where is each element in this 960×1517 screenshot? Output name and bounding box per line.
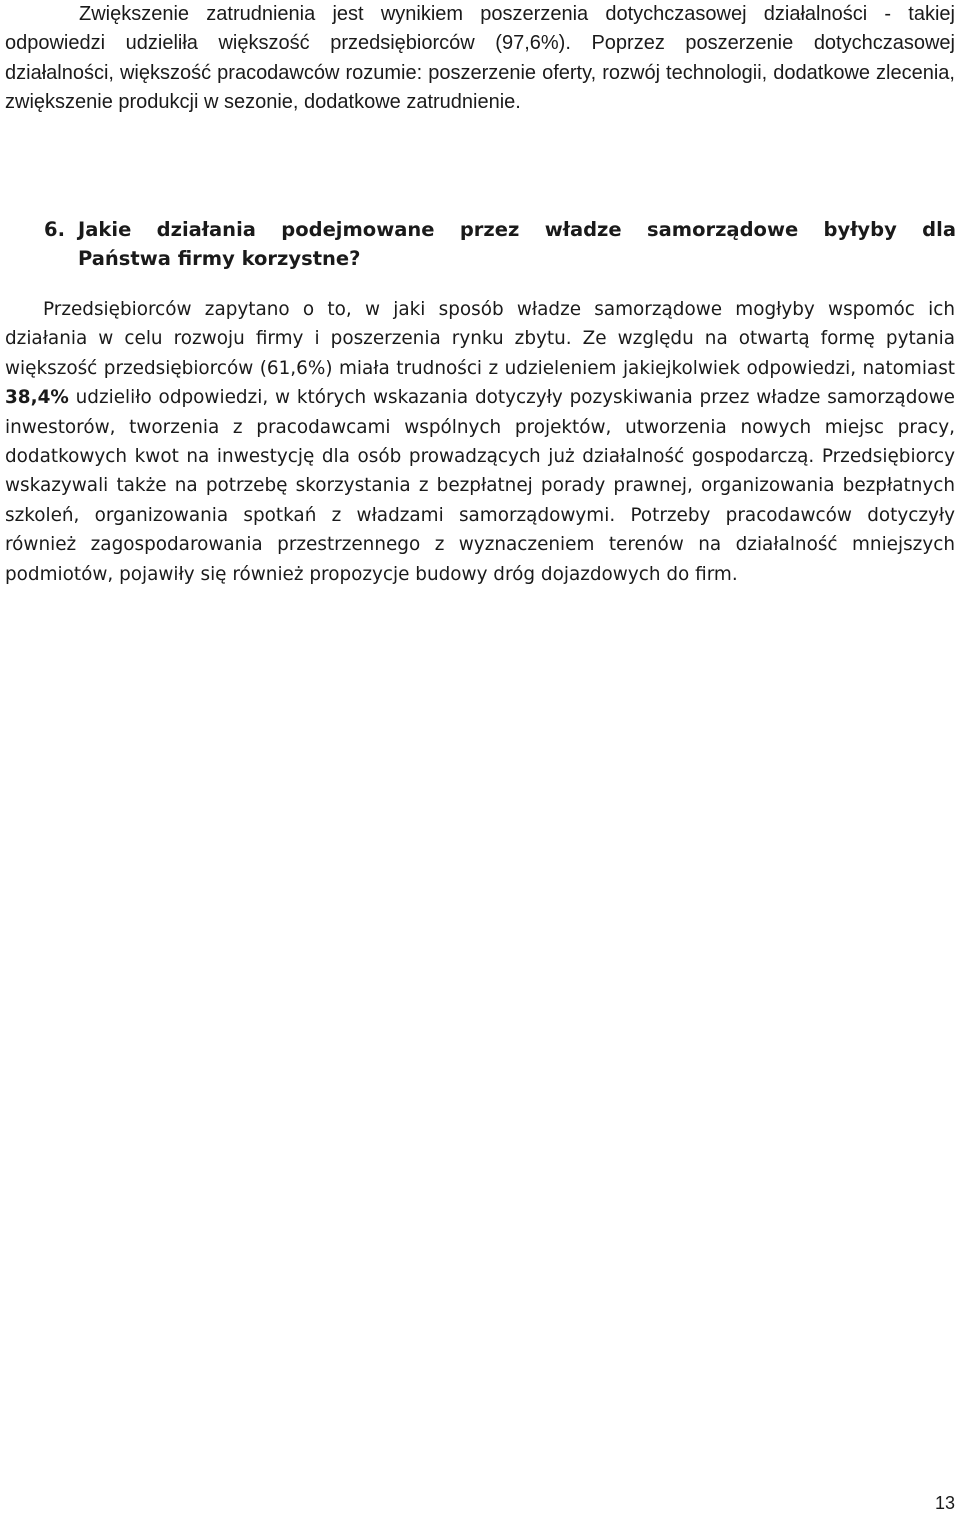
question-word: władze [544, 218, 622, 241]
percentage-highlight: 38,4% [5, 387, 69, 409]
intro-paragraph: Zwiększenie zatrudnienia jest wynikiem poszerzenia dotychczasowej działalności - takiej odpowiedzi udzieliła większość przedsiębiorców (97,6%). Poprzez poszerzenie dotychczasowej działalności, większość pracodawców rozumie: poszerzenie oferty, rozwój technologii, dodatkowe zlecenia, zwiększenie produkcji w sezonie, dodatkowe zatrudnienie. [5, 3, 955, 114]
question-word: działania [156, 218, 256, 241]
answer-text-end: udzieliło odpowiedzi, w których wskazania dotyczyły pozyskiwania przez władze samorządowe inwestorów, tworzenia z pracodawcami wspólnych projektów, utworzenia nowych miejsc pracy, dodatkowych kwot na inwestycję dla osób prowadzących już działalność gospodarczą. Przedsiębiorcy wskazywali także na potrzebę skorzystania z bezpłatnej porady prawnej, organizowania bezpłatnych szkoleń, organizowania spotkań z władzami samorządowymi. Potrzeby pracodawców dotyczyły również zagospodarowania przestrzennego z wyznaczeniem terenów na działalność mniejszych podmiotów, pojawiły się również propozycje budowy dróg dojazdowych do firm. [5, 387, 955, 585]
question-heading-line-1 [44, 215, 956, 244]
question-word: przez [459, 218, 520, 241]
question-number: 6. Jakie [44, 218, 132, 241]
question-word: podejmowane [281, 218, 435, 241]
page-number: 13 [934, 1493, 955, 1513]
question-word: byłyby [823, 218, 897, 241]
question-heading [44, 215, 956, 273]
question-word: samorządowe [646, 218, 799, 241]
answer-paragraph [5, 295, 955, 589]
question-heading-line-2: Państwa firmy korzystne? [78, 247, 361, 270]
question-word: dla [922, 218, 956, 241]
answer-text-start: Przedsiębiorców zapytano o to, w jaki sposób władze samorządowe mogłyby wspomóc ich działania w celu rozwoju firmy i poszerzenia rynku zbytu. Ze względu na otwartą formę pytania większość przedsiębiorców (61,6%) miała trudności z udzieleniem jakiejkolwiek odpowiedzi, natomiast [5, 299, 955, 379]
